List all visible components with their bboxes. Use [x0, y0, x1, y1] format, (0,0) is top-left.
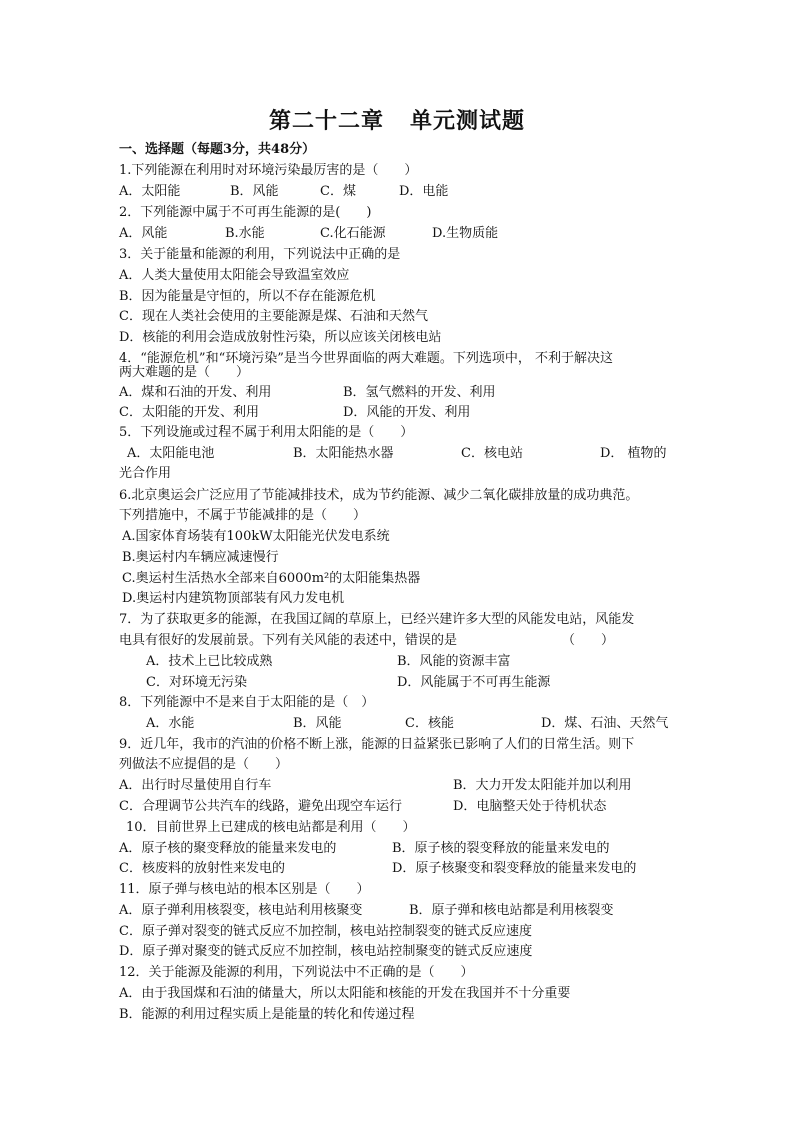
option-d: D．原子弹对聚变的链式反应不加控制，核电站控制聚变的链式反应速度	[119, 944, 533, 959]
option-b: B．风能的资源丰富	[397, 654, 511, 669]
option-a: A．原子弹利用核裂变，核电站利用核聚变	[119, 903, 363, 918]
option-b: B．风能	[230, 184, 279, 199]
option-d: D．核能的利用会造成放射性污染，所以应该关闭核电站	[119, 330, 442, 345]
question-1-stem: 1.下列能源在利用时对环境污染最厉害的是（ ）	[119, 163, 418, 178]
option-c: C．合理调节公共汽车的线路，避免出现空车运行	[119, 799, 402, 814]
question-6-stem-line2: 下列措施中，不属于节能减排的是（ ）	[119, 508, 367, 523]
question-9-stem-line1: 9．近几年，我市的汽油的价格不断上涨，能源的日益紧张已影响了人们的日常生活。则下	[119, 737, 635, 752]
option-c: C．核电站	[461, 446, 523, 461]
question-7-stem-line1: 7．为了获取更多的能源，在我国辽阔的草原上，已经兴建许多大型的风能发电站，风能发	[119, 612, 635, 627]
option-a: A．水能	[146, 716, 195, 731]
question-2-stem: 2．下列能源中属于不可再生能源的是( )	[119, 205, 372, 220]
question-5-stem: 5．下列设施或过程不属于利用太阳能的是（ ）	[119, 425, 414, 440]
question-6-stem-line1: 6.北京奥运会广泛应用了节能减排技术，成为节约能源、减少二氧化碳排放量的成功典范。	[119, 488, 639, 503]
question-11-stem: 11．原子弹与核电站的根本区别是（ ）	[119, 882, 370, 897]
option-c: C．原子弹对裂变的链式反应不加控制，核电站控制裂变的链式反应速度	[119, 924, 532, 939]
option-c: C.化石能源	[320, 226, 386, 241]
option-a: A.国家体育场装有100kW太阳能光伏发电系统	[122, 529, 390, 544]
question-8-stem: 8．下列能源中不是来自于太阳能的是（ ）	[119, 695, 375, 710]
option-a: A．人类大量使用太阳能会导致温室效应	[119, 268, 350, 283]
option-a: A．由于我国煤和石油的储量大，所以太阳能和核能的开发在我国并不十分重要	[119, 986, 571, 1001]
option-d: D．电能	[399, 184, 449, 199]
option-b: B．风能	[293, 716, 342, 731]
option-d: D.生物质能	[432, 226, 499, 241]
option-d: D．风能的开发、利用	[343, 405, 471, 420]
question-4-stem-line2: 两大难题的是（ ）	[119, 365, 250, 380]
option-b: B．太阳能热水器	[293, 446, 394, 461]
option-c: C．太阳能的开发、利用	[119, 405, 259, 420]
option-b: B．氢气燃料的开发、利用	[343, 385, 496, 400]
option-d: D．风能属于不可再生能源	[397, 675, 551, 690]
title-subtitle: 单元测试题	[410, 108, 526, 134]
page-title	[0, 104, 794, 135]
option-c: C.奥运村生活热水全部来自6000m²的太阳能集热器	[122, 571, 421, 586]
option-b: B．能源的利用过程实质上是能量的转化和传递过程	[119, 1007, 415, 1022]
option-c: C．核能	[405, 716, 454, 731]
option-c: C．对环境无污染	[146, 675, 247, 690]
option-b: B.奥运村内车辆应减速慢行	[122, 550, 279, 565]
option-b: B.水能	[225, 226, 265, 241]
option-d: D．电脑整天处于待机状态	[453, 799, 607, 814]
option-d: D．原子核聚变和裂变释放的能量来发电的	[392, 861, 637, 876]
option-c: C．现在人类社会使用的主要能源是煤、石油和天然气	[119, 309, 428, 324]
option-a: A．太阳能	[119, 184, 181, 199]
question-12-stem: 12．关于能源及能源的利用，下列说法中不正确的是（ ）	[119, 965, 474, 980]
option-b: B．大力开发太阳能并加以利用	[453, 778, 632, 793]
option-c: C．核废料的放射性来发电的	[119, 861, 285, 876]
option-b: B．原子核的裂变释放的能量来发电的	[392, 841, 610, 856]
option-d: D．煤、石油、天然气	[541, 716, 669, 731]
section-heading: 一、选择题（每题3分，共48分）	[119, 142, 316, 157]
option-d: D． 植物的	[600, 446, 667, 461]
question-10-stem: 10．目前世界上已建成的核电站都是利用（ ）	[126, 820, 416, 835]
option-a: A．煤和石油的开发、利用	[119, 385, 272, 400]
question-9-stem-line2: 列做法不应提倡的是（ ）	[119, 757, 289, 772]
option-c: C．煤	[320, 184, 356, 199]
question-3-stem: 3．关于能量和能源的利用，下列说法中正确的是	[119, 247, 401, 262]
option-b: B．因为能量是守恒的，所以不存在能源危机	[119, 289, 376, 304]
option-d: D.奥运村内建筑物顶部装有风力发电机	[122, 591, 345, 606]
option-a: A．风能	[119, 226, 168, 241]
question-4-stem-line1: 4．“能源危机”和“环境污染”是当今世界面临的两大难题。下列选项中， 不利于解决这	[119, 351, 613, 366]
option-a: A．太阳能电池	[127, 446, 215, 461]
option-a: A．原子核的聚变释放的能量来发电的	[119, 841, 337, 856]
question-7-answer-paren: （ ）	[562, 633, 615, 648]
option-a: A．出行时尽量使用自行车	[119, 778, 272, 793]
title-chapter: 第二十二章	[268, 108, 384, 134]
question-5-option-d-continued: 光合作用	[119, 466, 172, 481]
option-a: A．技术上已比较成熟	[146, 654, 273, 669]
question-7-stem-line2: 电具有很好的发展前景。下列有关风能的表述中，错误的是	[119, 633, 458, 648]
option-b: B．原子弹和核电站都是利用核裂变	[409, 903, 614, 918]
